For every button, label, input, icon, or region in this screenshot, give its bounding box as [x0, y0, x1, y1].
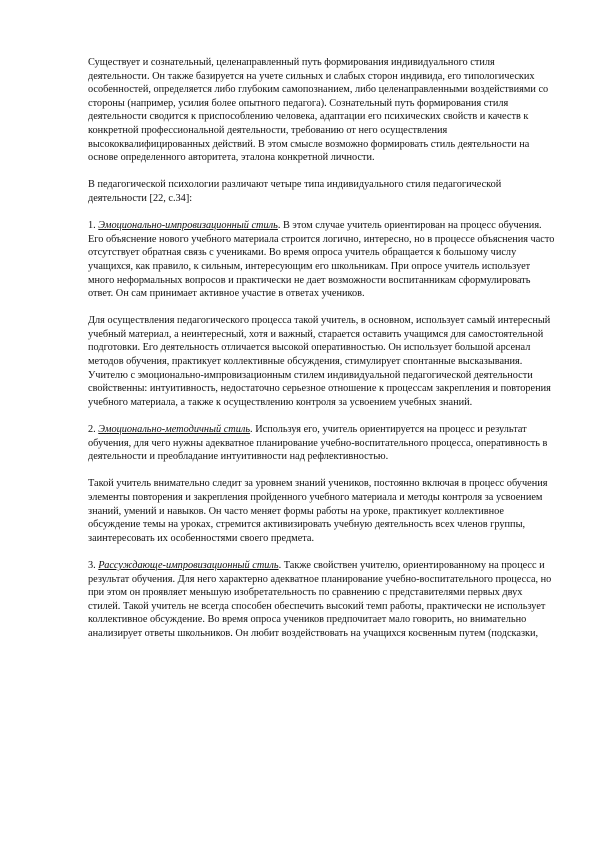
paragraph-conscious-path: Существует и сознательный, целенаправленный путь формирования индивидуального стиля деятельности. Он также базируется на учете сильных и слабых сторон индивида, его типологических особенностей, определяется либо глубоким самопознанием, либо целенаправленными воздействиями со стороны (например, усилия более опытного педагога). Сознательный путь формирования стиля деятельности сводится к приспособлению человека, адаптации его психических свойств и качеств к конкретной профессиональной деятельности, требованию от него осуществления высококвалифицированных действий. В этом смысле возможно формировать стиль деятельности на основе определенного авторитета, эталона конкретной личности.: [88, 57, 549, 164]
list-number-3: 3.: [88, 559, 99, 571]
style-description-3: . Также свойствен учителю, ориентированному на процесс и результат обучения. Для него характерно адекватное планирование учебно-воспитательного процесса, но при этом он проявляет меньшую изобретательность по сравнению с представителями первых двух стилей. Такой учитель не всегда способен обеспечить высокий темп работы, практически не использует коллективное обсуждение. Во время опроса учеников предпочитает мало говорить, но внимательно анализирует ответы школьников. Он любит воздействовать на учащихся косвенным путем (подсказки,: [88, 559, 552, 639]
style-term-3: Рассуждающе-импровизационный стиль: [98, 559, 279, 571]
style-term-2: Эмоционально-методичный стиль: [98, 424, 251, 436]
list-number-1: 1.: [88, 220, 99, 232]
paragraph-styles-intro: В педагогической психологии различают четыре типа индивидуального стиля педагогической деятельности [22, с.34]:: [88, 179, 502, 204]
paragraph-style-1-details: Для осуществления педагогического процесса такой учитель, в основном, использует самый интересный учебный материал, а неинтересный, хотя и важный, старается оставить учащимся для самостоятельной подготовки. Его деятельность отличается высокой оперативностью. Он использует большой арсенал методов обучения, практикует коллективные обсуждения, стимулирует спонтанные высказывания. Учителю с эмоционально-импровизационным стилем индивидуальной педагогической деятельности свойственны: интуитивность, недостаточно серьезное отношение к процессам закрепления и повторения учебного материала, а также к осуществлению контроля за усвоением учебных знаний.: [88, 315, 551, 408]
style-term-1: Эмоционально-импровизационный стиль: [98, 220, 278, 232]
style-description-1: . В этом случае учитель ориентирован на процесс обучения. Его объяснение нового учебного материала строится логично, интересно, но в процессе объяснения часто отсутствует обратная связь с учениками. Во время опроса учитель обращается к большому числу учащихся, как правило, к сильным, интересующим его школьникам. При опросе учитель использует много неформальных вопросов и практически не дает возможности воспитанникам сформулировать ответ. Он сам принимает активное участие в ответах учеников.: [88, 220, 555, 300]
paragraph-style-3: [88, 559, 556, 641]
list-number-2: 2.: [88, 424, 99, 436]
style-description-2: . Используя его, учитель ориентируется на процесс и результат обучения, для чего нужны адекватное планирование учебно-воспитательного процесса, оперативность в деятельности и преобладание интуитивности над рефлективностью.: [88, 424, 548, 463]
paragraph-style-2-details: Такой учитель внимательно следит за уровнем знаний учеников, постоянно включая в процесс обучения элементы повторения и закрепления пройденного учебного материала и методы контроля за усвоением знаний, умений и навыков. Он часто меняет формы работы на уроке, практикует коллективное обсуждение темы на уроках, стремится активизировать учебную деятельность всех членов группы, заинтересовать их особенностями своего предмета.: [88, 478, 548, 544]
paragraph-style-1: [88, 219, 556, 301]
document-body: [88, 56, 556, 654]
paragraph-style-2: [88, 423, 556, 464]
